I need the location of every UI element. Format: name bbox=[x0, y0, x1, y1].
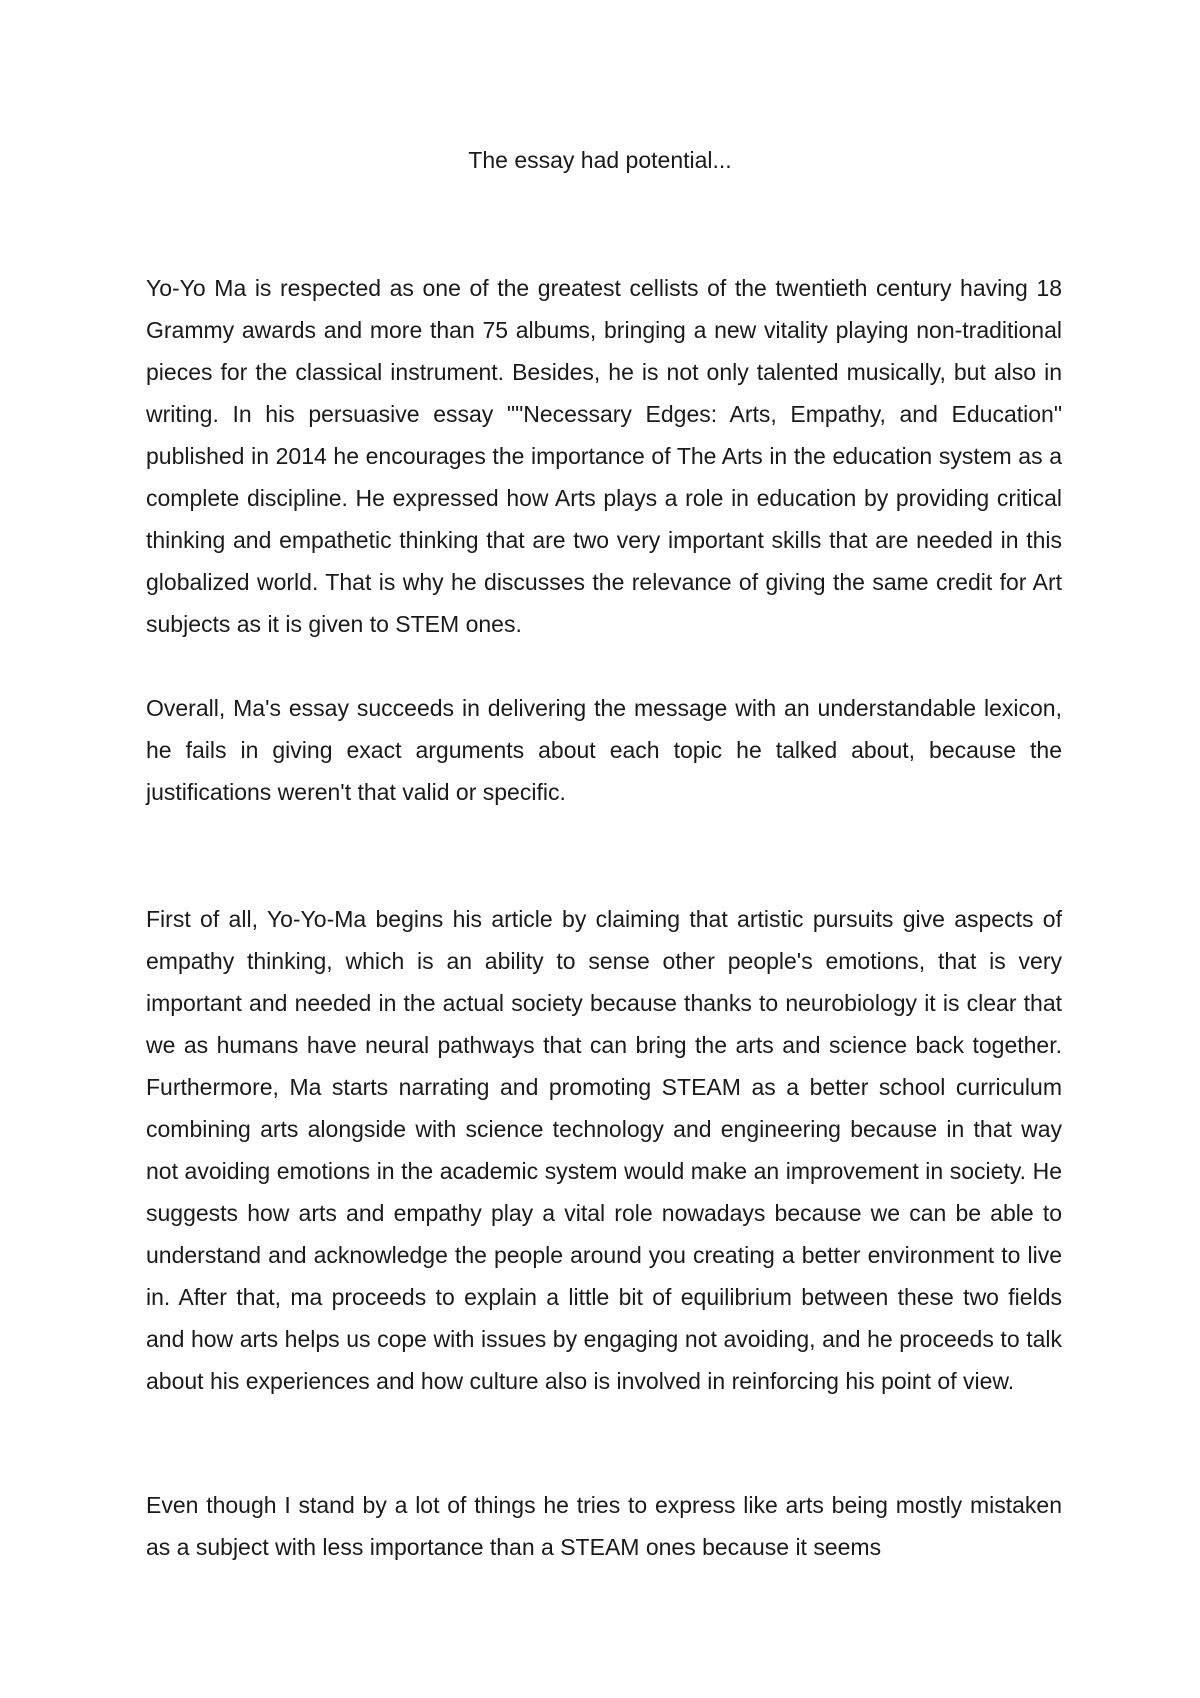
paragraph-summary: First of all, Yo-Yo-Ma begins his article by claiming that artistic pursuits give aspects of empathy thinking, which is an ability to sense other people's emotions, that is very important and needed in the actual society because thanks to neurobiology it is clear that we as humans have neural pathways that can bring the arts and science back together. Furthermore, Ma starts narrating and promoting STEAM as a better school curriculum combining arts alongside with science technology and engineering because in that way not avoiding emotions in the academic system would make an improvement in society. He suggests how arts and empathy play a vital role nowadays because we can be able to understand and acknowledge the people around you creating a better environment to live in. After that, ma proceeds to explain a little bit of equilibrium between these two fields and how arts helps us cope with issues by engaging not avoiding, and he proceeds to talk about his experiences and how culture also is involved in reinforcing his point of view. bbox=[146, 906, 1062, 1394]
document-title: The essay had potential... bbox=[468, 147, 732, 173]
paragraph-introduction: Yo-Yo Ma is respected as one of the greatest cellists of the twentieth century having 18 Grammy awards and more than 75 albums, bringing a new vitality playing non-traditional pieces for the classical instrument. Besides, he is not only talented musically, but also in writing. In his persuasive essay ""Necessary Edges: Arts, Empathy, and Education" published in 2014 he encourages the importance of The Arts in the education system as a complete discipline. He expressed how Arts plays a role in education by providing critical thinking and empathetic thinking that are two very important skills that are needed in this globalized world. That is why he discusses the relevance of giving the same credit for Art subjects as it is given to STEM ones. bbox=[146, 275, 1062, 637]
paragraph-thesis: Overall, Ma's essay succeeds in delivering the message with an understandable lexicon, he fails in giving exact arguments about each topic he talked about, because the justifications weren't that valid or specific. bbox=[146, 695, 1062, 805]
paragraph-evaluation: Even though I stand by a lot of things he tries to express like arts being mostly mistaken as a subject with less importance than a STEAM ones because it seems bbox=[146, 1492, 1062, 1560]
